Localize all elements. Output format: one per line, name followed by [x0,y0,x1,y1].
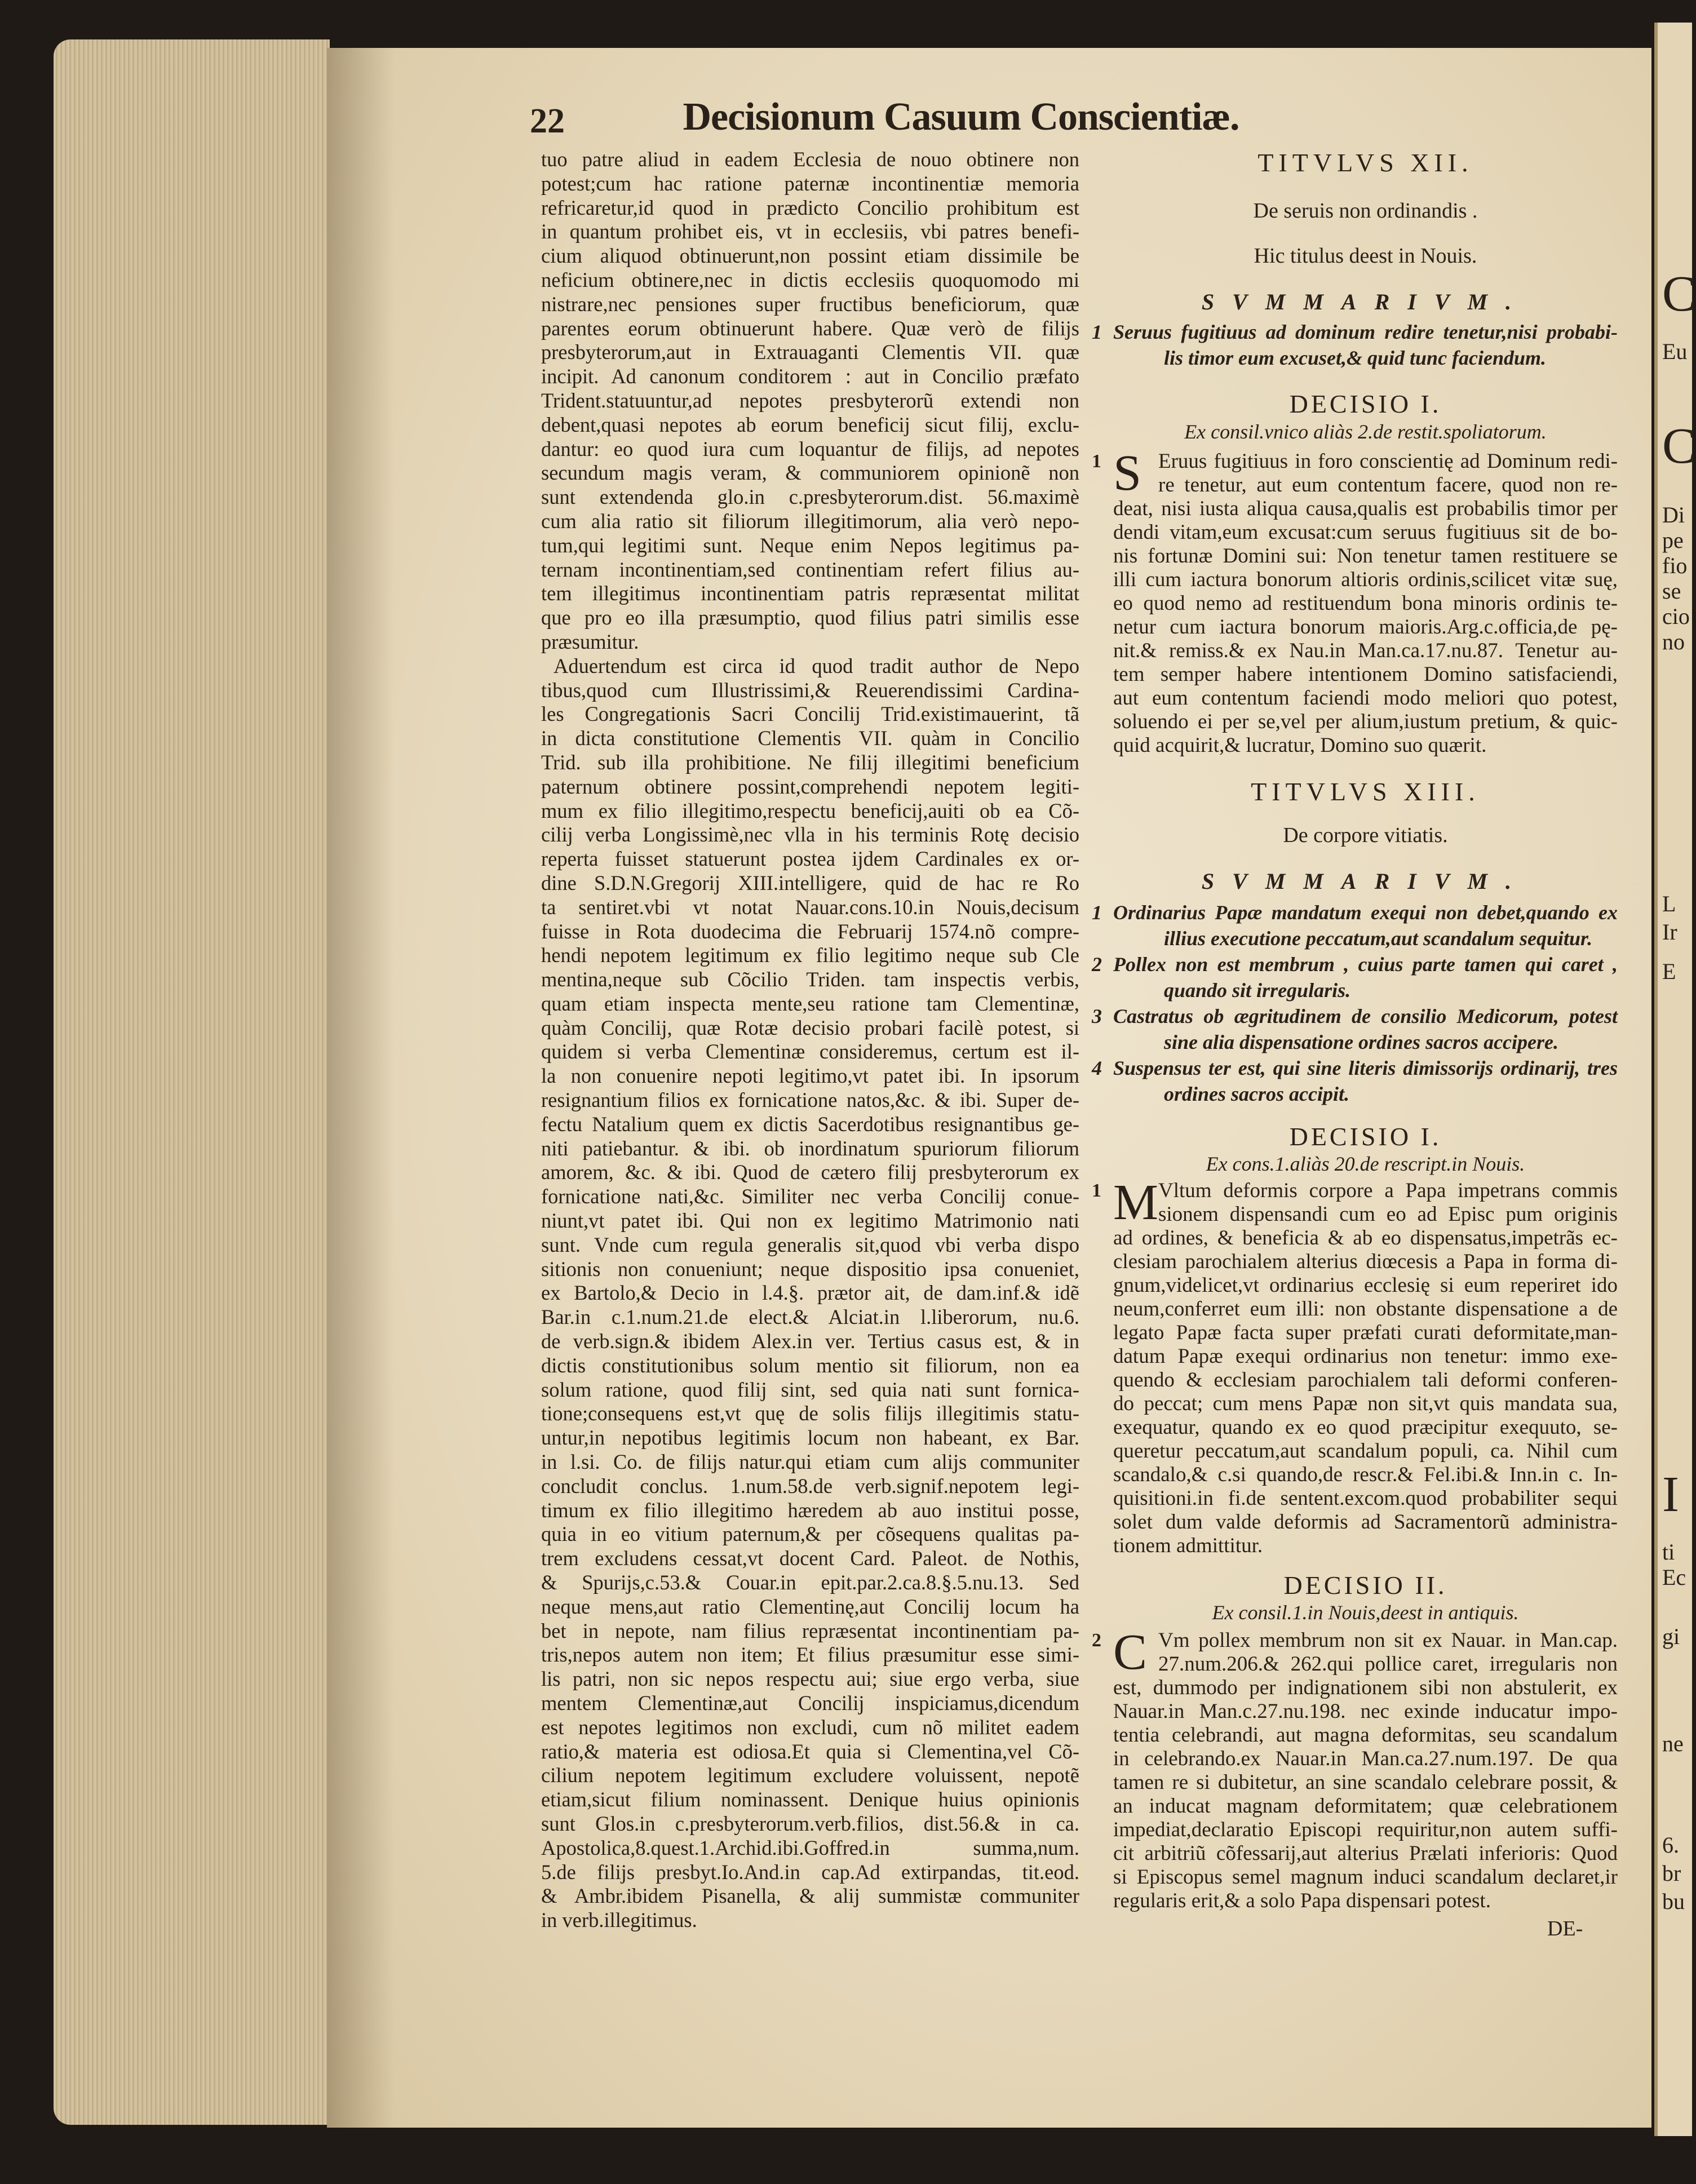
text-line: clesiam parochialem alterius diœcesis a Papa in forma di- [1113,1250,1618,1273]
text-line: Trident.statuuntur,ad nepotes presbyterorũ extendi non [541,388,1079,412]
text-line: quam etiam inspecta mente,seu ratione tam Clementinæ, [541,991,1079,1015]
text-line: Bar.in c.1.num.21.de elect.& Alciat.in l.liberorum, nu.6. [541,1305,1079,1329]
text-line: tione;consequens est,vt quę de solis filijs illegitimis statu- [541,1402,1079,1425]
text-line: presbyterorum,aut in Extrauaganti Clementis VII. quæ [541,340,1079,364]
drop-cap: C [1113,1624,1148,1680]
margin-number: 2 [1092,1630,1101,1651]
item-number: 3 [1092,1005,1102,1027]
decision-heading: DECISIO I. [1289,1122,1442,1151]
decision-heading: DECISIO II. [1283,1571,1447,1600]
text-line: mentina,neque sub Cõcilio Triden. tam inspectis verbis, [541,968,1079,991]
text-line: dine S.D.N.Gregorij XIII.intelligere, quid de hac re Ro [541,871,1079,894]
item-text [1113,951,1618,1003]
text-line: si Episcopus semel magnum induci scandalum declaret,ir [1113,1866,1618,1889]
text-line: tum,qui legitimi sunt. Neque enim Nepos legitimus pa- [541,533,1079,557]
decision-body [1092,1624,1618,1913]
text-line: Vltum deformis corpore a Papa impetrans commis [1158,1179,1618,1202]
text-line: cum alia ratio sit filiorum illegitimorum, alia verò nepo- [541,509,1079,533]
paragraph [541,654,1079,1933]
fragment: L [1662,891,1676,916]
summary-item [1092,1003,1618,1055]
text-line: tamen re si dubitetur, an sine scandalo celebrare possit, & [1113,1771,1618,1794]
text-line: do peccat; cum mens Papæ non sit,vt quis mandata sua, [1113,1392,1618,1415]
fragment: br [1662,1860,1681,1886]
summary-list [1092,319,1618,371]
fragment: fio [1662,553,1688,578]
text-line: dantur: eo quod iura cum loquantur de filijs, ad nepotes [541,437,1079,460]
decision-body [1092,1175,1618,1558]
text-line: secundum magis veram, & communiorem opinionẽ non [541,461,1079,485]
text-line: Ordinarius Papæ mandatum exequi non debet,quando ex [1113,901,1618,924]
summary-item [1092,319,1618,371]
text-line: quia in eo vitium paternum,& per cõsequens qualitas pa- [541,1522,1079,1546]
text-line: quidem si verba Clementinæ consideremus, certum est il- [541,1040,1079,1064]
text-line: niunt,vt patet ibi. Qui non ex legitimo Matrimonio nati [541,1209,1079,1233]
fragment: C [1662,266,1696,322]
text-line: cit arbitriũ cõfessarij,aut alterius Prælati inferioris: Quod [1113,1842,1618,1865]
text-line: tibus,quod cum Illustrissimi,& Reuerendissimi Cardina- [541,678,1079,702]
text-line: Seruus fugitiuus ad dominum redire tenetur,nisi probabi- [1113,321,1618,343]
summary-heading: SVMMARIVM. [1201,289,1530,314]
text-line: sitionis non conueniunt; neque dispositio ipsa conueniet, [541,1257,1079,1281]
text-line: cilium nepotem legitimum excludere voluissent, nepotẽ [541,1764,1079,1787]
summary-item [1092,900,1618,951]
page-number: 22 [530,102,565,140]
text-line: hendi nepotem legitimum ex filio legitimo neque sub Cle [541,943,1079,967]
text-line: tentia celebrandi, aut magna deformitas, seu scandalum [1113,1724,1618,1747]
text-line: nis fortunæ Domini sui: Non tenetur tamen restituere se [1113,544,1618,568]
fragment: 6. [1662,1832,1679,1858]
paragraph [1092,1175,1618,1558]
text-line: in dicta constitutione Clementis VII. quàm in Concilio [541,726,1079,750]
text-line: soluendo ei per se,vel per alium,iustum pretium, & quic- [1113,710,1618,733]
text-line: an inducat magnam deformitatem; quæ celebrationem [1113,1795,1618,1818]
text-line: quando sit irregularis. [1164,979,1351,1002]
text-line: illius executione peccatum,aut scandalum sequitur. [1164,927,1593,950]
text-line: ratio,& materia est odiosa.Et quia si Clementina,vel Cõ- [541,1739,1079,1763]
text-line: tem semper habere intentionem Domino satisfaciendi, [1113,663,1618,686]
fragment: Ir [1662,919,1677,945]
item-text [1113,1055,1618,1107]
text-line: neficium obtinere,nec in dictis ecclesiis quoquomodo mi [541,268,1079,291]
catchword: DE- [1547,1917,1583,1941]
text-line: ta sentiret.vbi vt notat Nauar.cons.10.in Nouis,decisum [541,895,1079,919]
section-title: TITVLVS XII. [1257,148,1473,177]
fragment: bu [1662,1889,1685,1914]
text-line: illi cum iactura bonorum altioris ordinis,scilicet vitæ suę, [1113,568,1618,591]
margin-number: 1 [1092,1180,1101,1201]
text-line: sunt extendenda glo.in c.presbyterorum.dist. 56.maximè [541,485,1079,509]
text-line: regularis erit,& a solo Papa dispensari potest. [1113,1889,1491,1912]
text-line: est nepotes legitimos non excludi, cum nõ militet eadem [541,1715,1079,1739]
text-line: legato Papæ facta super præfati curati deformitate,man- [1113,1321,1618,1344]
text-line: fectu Natalium quem ex dictis Sacerdotibus resignantibus ge- [541,1112,1079,1136]
left-column [541,148,1079,1933]
summary-list [1092,900,1618,1107]
item-number: 1 [1092,321,1102,343]
decision-body [1092,445,1618,757]
text-line: in verb.illegitimus. [541,1908,697,1932]
text-line: dictis constitutionibus solum mentio sit filiorum, non ea [541,1353,1079,1377]
item-text [1113,319,1618,371]
fragment: se [1662,578,1681,604]
fragment: pe [1662,528,1684,553]
decision-source: Ex consil.1.in Nouis,deest in antiquis. [1212,1601,1519,1624]
text-line: gnum,videlicet,vt ordinarius ecclesię si eum reperiret ido [1113,1274,1618,1297]
text-line: neque mens,aut ratio Clementinę,aut Concilij locum ha [541,1594,1079,1618]
fragment: E [1662,959,1676,984]
text-line: 5.de filijs presbyt.Io.And.in cap.Ad extirpandas, tit.eod. [541,1860,1079,1884]
text-line: & Ambr.ibidem Pisanella, & alij summistæ communiter [541,1884,1079,1908]
text-line: ordines sacros accipit. [1164,1083,1349,1105]
text-line: Suspensus ter est, qui sine literis dimissorijs ordinarij, tres [1113,1057,1618,1079]
text-line: Nauar.in Man.c.27.nu.198. nec exinde inducatur impo- [1113,1700,1618,1723]
text-line: sunt. Vnde cum regula generalis sit,quod vbi verba dispo [541,1233,1079,1256]
text-line: in celebrando.ex Nauar.in Man.ca.27.num.197. De qua [1113,1747,1618,1770]
text-line: aut eum contentum faciendi modo meliori quo potest, [1113,686,1618,710]
section-title: TITVLVS XIII. [1251,777,1480,806]
text-line: 27.num.206.& 262.qui pollice caret, irregularis non [1158,1653,1618,1676]
text-line: solet dum valde deformis ad Sacramentorũ administra- [1113,1510,1618,1534]
section-subtitle: De corpore vitiatis. [1283,823,1448,847]
text-line: timum ex filio illegitimo hæredem ab auo institui posse, [541,1498,1079,1522]
item-number: 1 [1092,901,1102,924]
text-line: amorem, &c. & ibi. Quod de cætero filij presbyterorum ex [541,1160,1079,1184]
fragment: C [1662,418,1696,474]
text-line: untur,in nepotibus legitimis locum non habeant, ex Bar. [541,1426,1079,1450]
fragment: Ec [1662,1565,1686,1590]
text-line: nit.& remiss.& ex Nau.in Man.ca.17.nu.87. Tenetur au- [1113,639,1618,662]
fragment: ti [1662,1539,1675,1565]
fragment: I [1662,1467,1679,1522]
text-line: eo quod nemo ad restituendum bona minoris ordinis te- [1113,592,1618,615]
fragment: ne [1662,1731,1684,1756]
next-page-sliver [1654,23,1696,2136]
text-line: scandalo,& c.si quando,de rescr.& Fel.ibi.& Inn.in c. In- [1113,1463,1618,1486]
text-line: debent,quasi nepotes ab eorum beneficij sicut filij, exclu- [541,413,1079,436]
text-line: sionem dispensandi cum eo ad Episc pum originis [1158,1203,1618,1226]
page-gutter-shadow [327,48,395,2128]
text-line: impediat,declaratio Episcopi requiritur,non autem suffi- [1113,1818,1618,1841]
text-line: fornicatione nati,&c. Similiter nec verba Concilij conue- [541,1185,1079,1208]
decision-heading: DECISIO I. [1289,389,1442,418]
text-line: nistrare,nec pensiones super fructibus beneficiorum, quæ [541,292,1079,316]
paragraph [1092,1624,1618,1913]
section-subtitle: De seruis non ordinandis . [1253,199,1478,223]
text-line: Apostolica,8.quest.1.Archid.ibi.Goffred.in summa,num. [541,1836,1079,1859]
text-line: tionem admittitur. [1113,1534,1263,1557]
text-line: bet in nepote, nam filius repræsentat incontinentiam pa- [541,1619,1079,1642]
text-line: trem excludens cessat,vt docent Card. Paleot. de Nothis, [541,1547,1079,1570]
text-line: lis timor eum excuset,& quid tunc faciendum. [1164,347,1547,369]
text-line: quendo & ecclesiam parochialem tali deformi conferen- [1113,1368,1618,1392]
text-line: reperta fuisset statuerunt postea ijdem Cardinales ex or- [541,847,1079,871]
text-line: fuisse in Rota duodecima die Februarij 1574.nõ compre- [541,919,1079,943]
summary-heading: SVMMARIVM. [1201,869,1530,894]
text-line: la non conuenire nepoti legitimo,vt patet ibi. In ipsorum [541,1064,1079,1088]
text-line: quid acquirit,& lucratur, Domino suo quærit. [1113,734,1487,757]
text-line: resignantium filios ex fornicatione natos,&c. & ibi. Super de- [541,1088,1079,1112]
book-page-edges [54,39,330,2125]
text-line: ad ordines, & beneficia & ab eo dispensatus,impetrãs ec- [1113,1226,1618,1250]
text-line: etiam,sicut filium nominassent. Denique huius opinionis [541,1788,1079,1811]
drop-cap: M [1113,1175,1159,1230]
text-line: re tenetur, aut eum contentum facere, quod non re- [1158,473,1618,497]
drop-cap: S [1113,445,1142,501]
text-line: datum Papæ exequi ordinarius non tenetur: immo exe- [1113,1345,1618,1368]
running-title: Decisionum Casuum Conscientiæ. [683,95,1239,139]
text-line: paternum obtinere possint,comprehendi nepotem legiti- [541,774,1079,798]
text-line: tem illegitimus incontinentiam patris repræsentat militat [541,582,1079,605]
text-line: dendi vitam,eum excusat:cum seruus fugitiuus sit de bo- [1113,521,1618,544]
margin-number: 1 [1092,451,1101,472]
text-line: Pollex non est membrum , cuius parte tamen qui caret , [1113,953,1618,976]
text-line: Aduertendum est circa id quod tradit author de Nepo [553,654,1079,677]
fragment: Di [1662,502,1685,528]
text-line: deat, nisi iusta aliqua causa,qualis est probabilis timor per [1113,497,1618,520]
text-line: mentem Clementinæ,aut Concilij inspiciamus,dicendum [541,1691,1079,1715]
decision-source: Ex cons.1.aliàs 20.de rescript.in Nouis. [1206,1153,1525,1175]
fragment: cio [1662,604,1690,629]
text-line: cium aliquod obtinuerunt,non possint etiam dissimile be [541,244,1079,268]
text-line: sunt Glos.in c.presbyterorum.verb.filios, dist.56.& in ca. [541,1811,1079,1835]
text-line: in l.si. Co. de filijs natur.qui etiam cum alijs communiter [541,1450,1079,1474]
text-line: mum ex filio illegitimo,respectu beneficij,auiti ob ea Cõ- [541,799,1079,822]
text-line: incipit. Ad canonum conditorem : aut in Concilio præfato [541,365,1079,388]
text-line: tris,nepos autem non item; Et filius præsumitur esse simi- [541,1643,1079,1667]
text-line: ex Bartolo,& Decio in l.4.§. prætor ait, de dam.inf.& idẽ [541,1281,1079,1305]
item-number: 4 [1092,1057,1102,1079]
paragraph [541,148,1079,654]
fragment: no [1662,629,1685,654]
text-line: quàm Concilij, quæ Rotæ decisio probari facilè potest, si [541,1016,1079,1039]
item-text [1113,1003,1618,1055]
text-line: neum,conferret eum illi: non obstante dispensatione a de [1113,1297,1618,1321]
text-line: solum ratione, quod filij sint, sed quia nati sunt fornica- [541,1377,1079,1401]
text-line: niti patiebantur. & ibi. ob inordinatum spuriorum filiorum [541,1136,1079,1160]
item-number: 2 [1092,953,1102,976]
text-line: que pro eo illa præsumptio, quod filius patri similis esse [541,606,1079,630]
text-line: Castratus ob ægritudinem de consilio Medicorum, potest [1113,1005,1618,1027]
text-line: les Congregationis Sacri Concilij Trid.existimauerint, tã [541,702,1079,726]
summary-item [1092,951,1618,1003]
text-line: in quantum prohibet eis, vt in ecclesiis, vbi patres benefi- [541,220,1079,243]
text-line: quisitioni.in fi.de sentent.excom.quod probabiliter sequi [1113,1487,1618,1510]
section-note: Hic titulus deest in Nouis. [1254,244,1477,268]
text-line: Vm pollex membrum non sit ex Nauar. in Man.cap. [1158,1629,1618,1652]
text-line: parentes eorum obtinuerunt habere. Quæ verò de filijs [541,316,1079,340]
fragment: Eu [1662,339,1688,364]
text-line: potest;cum hac ratione paternæ incontinentiæ memoria [541,171,1079,195]
text-line: & Spurijs,c.53.& Couar.in epit.par.2.ca.8.§.5.nu.13. Sed [541,1571,1079,1594]
text-line: ternam incontinentiam,sed continentiam refert filius au- [541,557,1079,581]
summary-item [1092,1055,1618,1107]
text-line: est, dummodo per indignationem sibi non abstulerit, ex [1113,1676,1618,1699]
text-line: netur cum iactura bonorum maioris.Arg.c.officia,de pę- [1113,615,1618,639]
text-line: concludit conclus. 1.num.58.de verb.signif.nepotem legi- [541,1474,1079,1498]
fragment: gi [1662,1624,1680,1649]
decision-source: Ex consil.vnico aliàs 2.de restit.spoliatorum. [1184,420,1547,443]
text-line: lis patri, non sic nepos respectu aui; siue ergo verba, siue [541,1667,1079,1691]
text-line: tuo patre aliud in eadem Ecclesia de nouo obtinere non [541,148,1079,171]
item-text [1113,900,1618,951]
text-line: cilij verba Longissimè,nec vlla in his terminis Rotę decisio [541,823,1079,847]
text-line: Eruus fugitiuus in foro conscientię ad Dominum redi- [1158,450,1618,473]
text-line: exequatur, quando ex eo quod præcipitur exequuto, se- [1113,1416,1618,1439]
text-line: Trid. sub illa prohibitione. Ne filij illegitimi beneficium [541,750,1079,774]
text-line: refricaretur,id quod in prædicto Concilio prohibitum est [541,196,1079,219]
text-line: queretur peccatum,aut scandalum populi, ca. Nihil cum [1113,1439,1618,1463]
text-line: sine alia dispensatione ordines sacros accipere. [1164,1031,1558,1053]
text-line: præsumitur. [541,630,639,653]
paragraph [1092,445,1618,757]
text-line: de verb.sign.& ibidem Alex.in ver. Tertius casus est, & in [541,1330,1079,1353]
